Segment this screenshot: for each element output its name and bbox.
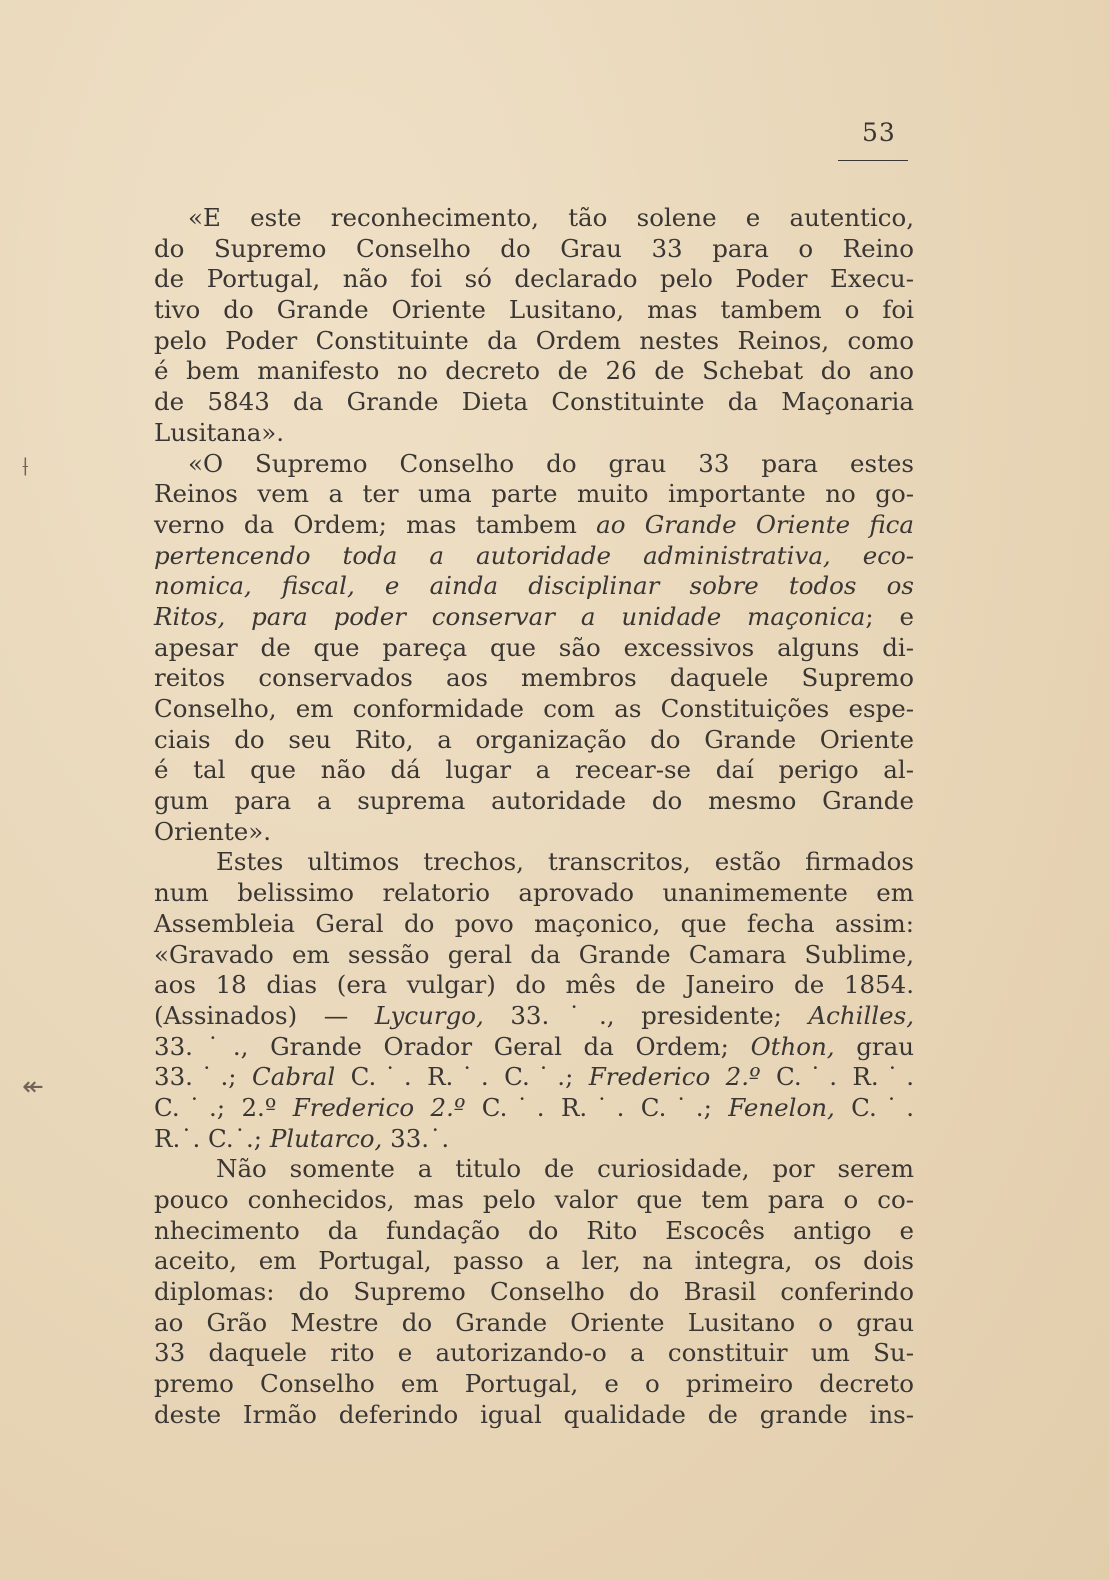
italic-text: Plutarco, [269, 1123, 383, 1153]
text-line [154, 1093, 914, 1124]
italic-text: Lycurgo, [374, 1000, 484, 1030]
text-run: tivo do Grande Oriente Lusitano, mas tambem o foi [154, 295, 914, 325]
text-run: do Supremo Conselho do Grau 33 para o Reino [154, 233, 914, 263]
text-run: ; e [865, 601, 914, 631]
text-run: verno da Ordem; mas tambem [154, 509, 597, 539]
text-line [154, 387, 914, 418]
text-run: grau [834, 1031, 914, 1061]
text-line [154, 1032, 914, 1063]
text-run: «E este reconhecimento, tão solene e autentico, [188, 203, 914, 232]
body-text [154, 203, 914, 1431]
text-run: apesar de que pareça que são excessivos alguns di- [154, 632, 914, 662]
italic-text: pertencendo toda a autoridade administrativa, eco- [154, 540, 914, 570]
text-line [154, 1216, 914, 1247]
text-run: C.˙. [834, 1092, 914, 1122]
text-line [154, 633, 914, 664]
text-line [154, 909, 914, 940]
text-line [154, 418, 914, 449]
text-line [154, 356, 914, 387]
text-run: R.˙. C.˙.; [154, 1123, 270, 1153]
text-line [154, 663, 914, 694]
italic-text: Ritos, para poder conservar a unidade maçonica [154, 601, 866, 631]
italic-text: Frederico 2.º [588, 1062, 761, 1092]
text-line [154, 203, 914, 234]
italic-text: nomica, fiscal, e ainda disciplinar sobre todos os [154, 571, 914, 601]
text-run: «Gravado em sessão geral da Grande Camara Sublime, [154, 939, 914, 969]
text-run: ao Grão Mestre do Grande Oriente Lusitano o grau [154, 1307, 914, 1337]
italic-text: Achilles, [808, 1000, 914, 1030]
text-line [154, 1338, 914, 1369]
text-line [154, 847, 914, 878]
text-line [154, 940, 914, 971]
text-run: «O Supremo Conselho do grau 33 para estes [188, 448, 914, 478]
text-line [154, 326, 914, 357]
text-line [154, 1062, 914, 1093]
text-run: 33.˙., presidente; [483, 1000, 809, 1030]
text-line [154, 510, 914, 541]
text-line [154, 571, 914, 602]
page-number-rule [838, 160, 908, 161]
text-line [154, 602, 914, 633]
italic-text: ao Grande Oriente fica [596, 509, 914, 539]
text-line [154, 1154, 914, 1185]
text-run: premo Conselho em Portugal, e o primeiro decreto [154, 1369, 914, 1399]
text-run: Oriente». [154, 816, 272, 846]
text-run: C.˙. R.˙. [760, 1062, 914, 1092]
text-run: reitos conservados aos membros daquele Supremo [154, 663, 914, 693]
text-run: pelo Poder Constituinte da Ordem nestes Reinos, como [154, 325, 914, 355]
text-run: C.˙.; 2.º [154, 1092, 293, 1122]
text-line [154, 1001, 914, 1032]
text-run: (Assinados) — [154, 1000, 375, 1030]
text-run: num belissimo relatorio aprovado unanimemente em [154, 878, 914, 908]
text-run: de 5843 da Grande Dieta Constituinte da Maçonaria [154, 387, 914, 417]
text-run: C.˙. R.˙. C.˙.; [335, 1062, 589, 1092]
text-run: 33.˙. [382, 1123, 450, 1153]
text-run: Lusitana». [154, 417, 285, 447]
text-line [154, 1185, 914, 1216]
text-line [154, 264, 914, 295]
text-line [154, 1369, 914, 1400]
text-run: C.˙. R.˙. C.˙.; [465, 1092, 729, 1122]
margin-mark-lower: ↞ [22, 1072, 44, 1102]
text-line [154, 970, 914, 1001]
italic-text: Othon, [750, 1031, 835, 1061]
text-line [154, 295, 914, 326]
italic-text: Frederico 2.º [292, 1092, 466, 1122]
text-run: 33.˙., Grande Orador Geral da Ordem; [154, 1031, 751, 1061]
text-run: de Portugal, não foi só declarado pelo Poder Execu- [154, 264, 914, 294]
text-run: pouco conhecidos, mas pelo valor que tem para o co- [154, 1185, 914, 1214]
text-run: ciais do seu Rito, a organização do Grande Oriente [154, 724, 914, 754]
text-run: é tal que não dá lugar a recear-se daí perigo al- [154, 755, 914, 785]
text-run: Conselho, em conformidade com as Constituições espe- [154, 694, 914, 723]
text-line [154, 1308, 914, 1339]
text-run: 33 daquele rito e autorizando-o a constituir um Su- [154, 1338, 914, 1368]
text-run: gum para a suprema autoridade do mesmo Grande [154, 786, 914, 816]
text-line [154, 449, 914, 480]
text-run: Estes ultimos trechos, transcritos, estão firmados [216, 847, 914, 877]
text-line [154, 234, 914, 265]
text-line [154, 755, 914, 786]
text-run: é bem manifesto no decreto de 26 de Schebat do ano [154, 356, 914, 386]
text-line [154, 786, 914, 817]
text-line [154, 541, 914, 572]
text-line [154, 725, 914, 756]
text-run: Não somente a titulo de curiosidade, por serem [216, 1154, 914, 1184]
text-run: deste Irmão deferindo igual qualidade de grande ins- [154, 1399, 914, 1429]
text-line [154, 817, 914, 848]
text-run: diplomas: do Supremo Conselho do Brasil conferindo [154, 1277, 914, 1307]
text-line [154, 1400, 914, 1431]
page-number: 53 [862, 118, 896, 147]
italic-text: Cabral [252, 1062, 336, 1092]
text-run: aos 18 dias (era vulgar) do mês de Janeiro de 1854. [154, 970, 914, 1000]
text-run: aceito, em Portugal, passo a ler, na integra, os dois [154, 1246, 914, 1276]
text-line [154, 479, 914, 510]
italic-text: Fenelon, [728, 1092, 835, 1122]
text-line [154, 694, 914, 725]
text-run: 33.˙.; [154, 1062, 252, 1092]
text-line [154, 1277, 914, 1308]
text-run: Assembleia Geral do povo maçonico, que fecha assim: [154, 908, 914, 938]
text-line [154, 878, 914, 909]
text-run: Reinos vem a ter uma parte muito importante no go- [154, 479, 914, 509]
text-run: nhecimento da fundação do Rito Escocês antigo e [154, 1215, 914, 1245]
text-line [154, 1246, 914, 1277]
text-line [154, 1124, 914, 1155]
margin-mark-upper: ⟊ [22, 452, 29, 482]
